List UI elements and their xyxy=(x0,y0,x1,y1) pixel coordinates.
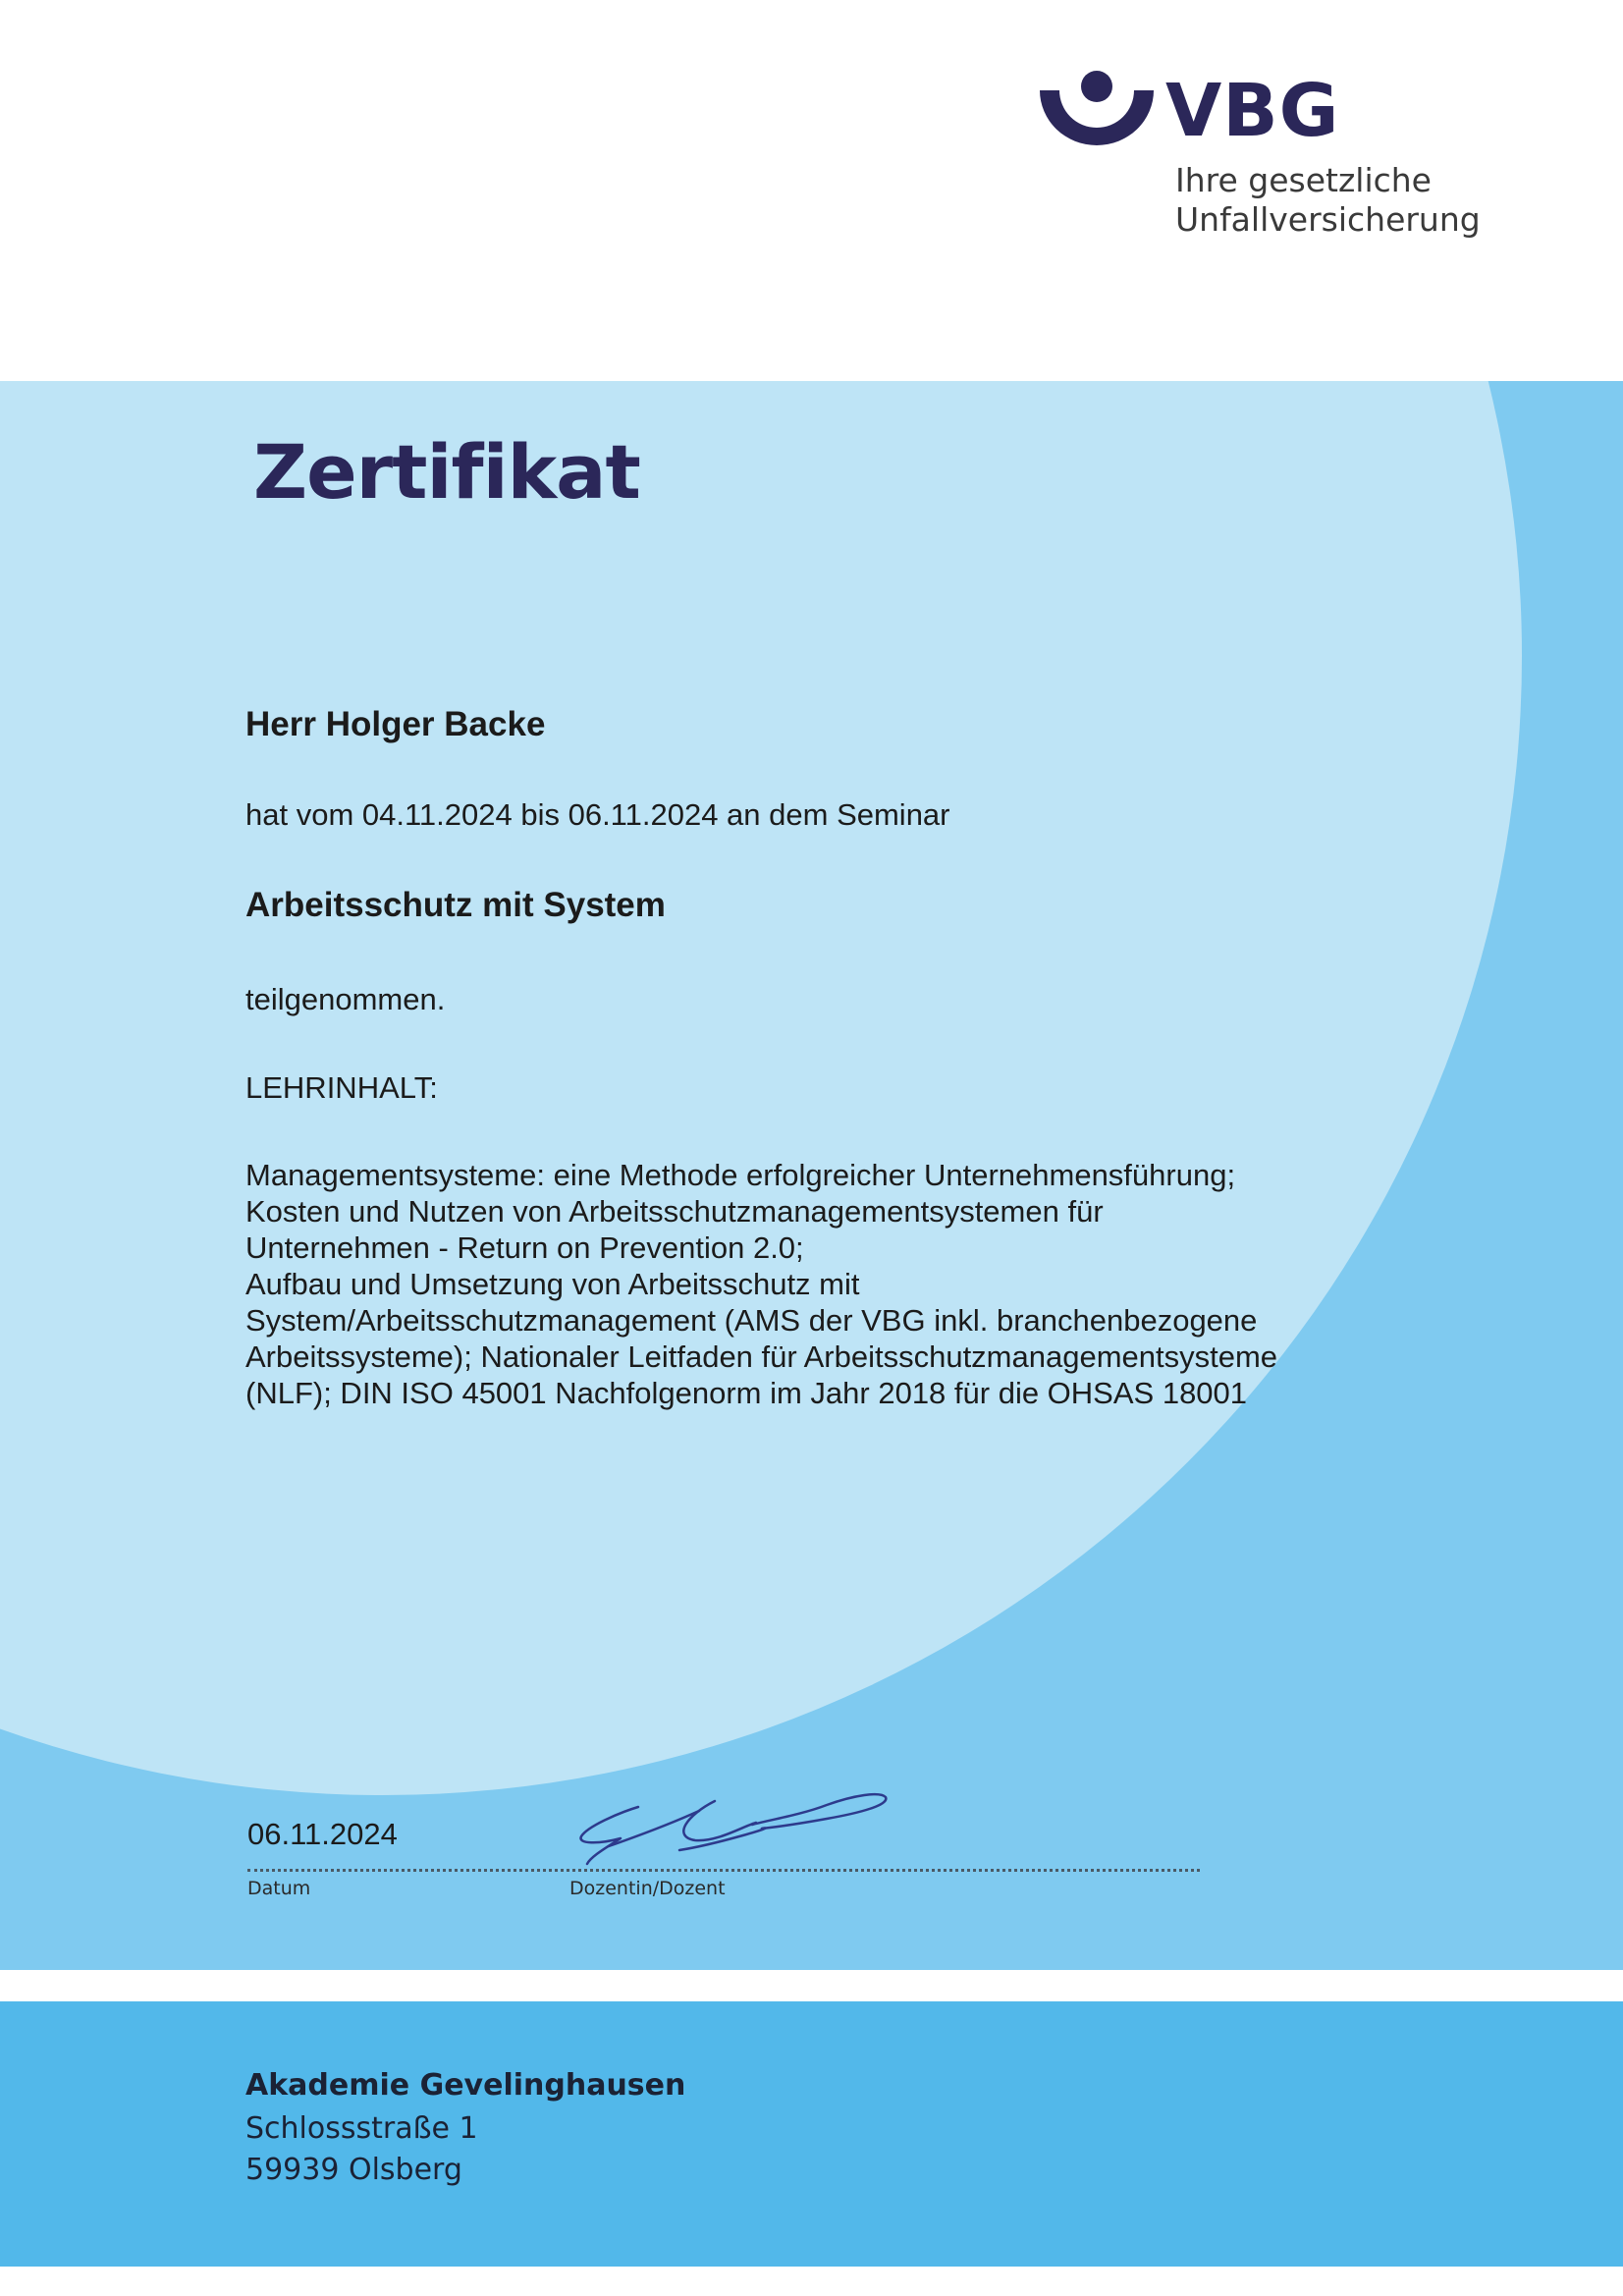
academy-name: Akademie Gevelinghausen xyxy=(245,2068,686,2103)
certificate-panel xyxy=(0,381,1623,1970)
content-line: Aufbau und Umsetzung von Arbeitsschutz mit xyxy=(245,1267,860,1301)
content-line: Unternehmen - Return on Prevention 2.0; xyxy=(245,1230,804,1265)
vbg-emblem-icon xyxy=(1036,69,1159,147)
academy-street: Schlossstraße 1 xyxy=(245,2111,478,2146)
period-text: hat vom 04.11.2024 bis 06.11.2024 an dem Seminar xyxy=(245,797,950,832)
recipient-name: Herr Holger Backe xyxy=(245,705,546,743)
footer xyxy=(0,2001,1623,2267)
content-line: Managementsysteme: eine Methode erfolgreicher Unternehmensführung; xyxy=(245,1158,1236,1192)
date-value: 06.11.2024 xyxy=(247,1817,398,1851)
academy-city: 59939 Olsberg xyxy=(245,2153,462,2187)
content-line: Arbeitssysteme); Nationaler Leitfaden für Arbeitsschutzmanagementsysteme xyxy=(245,1339,1278,1374)
content-heading: LEHRINHALT: xyxy=(245,1070,438,1105)
signature-line xyxy=(247,1869,1200,1872)
content-line: System/Arbeitsschutzmanagement (AMS der VBG inkl. branchenbezogene xyxy=(245,1303,1258,1338)
logo-tagline xyxy=(1175,161,1481,240)
content-line: (NLF); DIN ISO 45001 Nachfolgenorm im Jahr 2018 für die OHSAS 18001 xyxy=(245,1376,1248,1410)
tagline-line-1: Ihre gesetzliche xyxy=(1175,161,1432,199)
lecturer-signature xyxy=(569,1785,893,1874)
background-circle xyxy=(0,381,1522,1795)
lecturer-label: Dozentin/Dozent xyxy=(569,1878,726,1899)
certificate-title: Zertifikat xyxy=(253,428,640,516)
content-line: Kosten und Nutzen von Arbeitsschutzmanagementsystemen für xyxy=(245,1194,1104,1229)
logo-name: VBG xyxy=(1165,69,1340,153)
participation-text: teilgenommen. xyxy=(245,982,446,1016)
tagline-line-2: Unfallversicherung xyxy=(1175,200,1481,239)
seminar-title: Arbeitsschutz mit System xyxy=(245,886,666,924)
vbg-logo xyxy=(1036,61,1497,247)
date-label: Datum xyxy=(247,1878,311,1899)
content-text xyxy=(245,1157,1375,1411)
